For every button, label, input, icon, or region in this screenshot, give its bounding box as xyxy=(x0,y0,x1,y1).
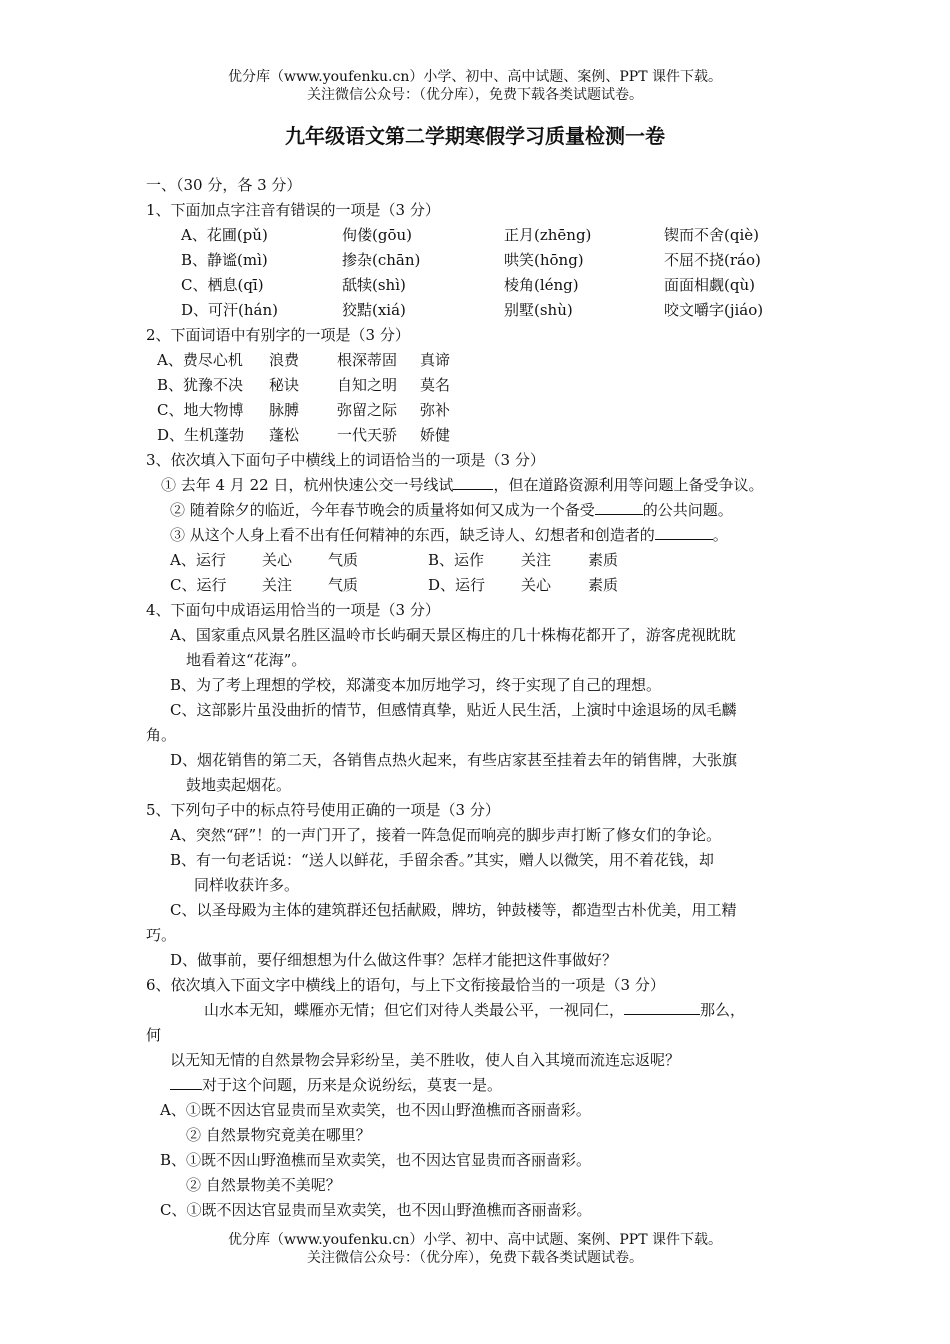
footer-line-2: 关注微信公众号：（优分库），免费下载各类试题试卷。 xyxy=(307,1250,643,1266)
q3-opt-b-1: B、运作 xyxy=(428,551,485,569)
q5-stem: 5、下列句子中的标点符号使用正确的一项是（3 分） xyxy=(146,801,500,819)
q3-s3-text-b: 。 xyxy=(712,526,728,544)
q5-option-c-line2: 巧。 xyxy=(146,926,177,944)
q3-opt-a-3: 气质 xyxy=(328,551,359,569)
q5-option-d: D、做事前，要仔细想想为什么做这件事？怎样才能把这件事做好？ xyxy=(170,951,618,969)
q3-s2-text-a: ② 随着除夕的临近，今年春节晚会的质量将如何又成为一个备受 xyxy=(170,501,595,519)
q2-a-2: 浪费 xyxy=(269,351,300,369)
q6-passage-line2: 以无知无情的自然景物会异彩纷呈，美不胜收，使人自入其境而流连忘返呢？ xyxy=(170,1051,681,1069)
q6-passage-line1 xyxy=(204,999,745,1021)
q2-b-1: B、犹豫不决 xyxy=(157,376,244,394)
q1-c-2: 舐犊(shì) xyxy=(342,276,406,294)
q2-c-2: 脉膊 xyxy=(269,401,300,419)
q6-option-b-line1: B、①既不因山野渔樵而呈欢卖笑，也不因达官显贵而吝丽啬彩。 xyxy=(160,1151,592,1169)
q3-opt-a-1: A、运行 xyxy=(170,551,226,569)
q3-opt-d-1: D、运行 xyxy=(428,576,486,594)
q5-option-b-line2: 同样收获许多。 xyxy=(194,876,300,894)
q2-c-3: 弥留之际 xyxy=(337,401,398,419)
q6-passage-text-b: 那么， xyxy=(700,1001,746,1019)
q2-b-4: 莫名 xyxy=(420,376,451,394)
q1-a-3: 正月(zhēng) xyxy=(504,226,592,244)
q5-option-c-line1: C、以圣母殿为主体的建筑群还包括献殿，牌坊，钟鼓楼等，都造型古朴优美，用工精 xyxy=(170,901,737,919)
q3-opt-c-3: 气质 xyxy=(328,576,359,594)
q5-option-b-line1: B、有一句老话说：“送人以鲜花，手留余香。”其实，赠人以微笑，用不着花钱，却 xyxy=(170,851,714,869)
q3-opt-c-1: C、运行 xyxy=(170,576,227,594)
q3-opt-a-2: 关心 xyxy=(262,551,293,569)
q2-d-1: D、生机蓬勃 xyxy=(157,426,245,444)
q6-stem: 6、依次填入下面文字中横线上的语句，与上下文衔接最恰当的一项是（3 分） xyxy=(146,976,665,994)
q3-sentence-2 xyxy=(170,499,733,521)
page-footer xyxy=(0,1231,950,1267)
q4-option-d-line1: D、烟花销售的第二天，各销售点热火起来，有些店家甚至挂着去年的销售牌，大张旗 xyxy=(170,751,738,769)
q1-d-3: 别墅(shù) xyxy=(504,301,573,319)
q1-a-2: 佝偻(gōu) xyxy=(342,226,412,244)
q3-opt-d-3: 素质 xyxy=(588,576,619,594)
header-line-2: 关注微信公众号：（优分库），免费下载各类试题试卷。 xyxy=(307,87,643,103)
q4-option-a-line2: 地看着这“花海”。 xyxy=(186,651,307,669)
q6-passage-line1-wrap: 何 xyxy=(146,1026,162,1044)
q3-stem: 3、依次填入下面句子中横线上的词语恰当的一项是（3 分） xyxy=(146,451,545,469)
q3-s1-text-b: ，但在道路资源利用等问题上备受争议。 xyxy=(493,476,764,494)
q3-sentence-3 xyxy=(170,524,728,546)
q6-blank-2 xyxy=(170,1074,202,1090)
q2-d-4: 娇健 xyxy=(420,426,451,444)
q2-b-3: 自知之明 xyxy=(337,376,398,394)
q1-a-4: 锲而不舍(qiè) xyxy=(664,226,759,244)
q4-option-c-line1: C、这部影片虽没曲折的情节，但感情真挚，贴近人民生活，上演时中途退场的凤毛麟 xyxy=(170,701,737,719)
q3-opt-c-2: 关注 xyxy=(262,576,293,594)
q1-c-1: C、栖息(qī) xyxy=(181,276,264,294)
q3-opt-b-3: 素质 xyxy=(588,551,619,569)
q2-a-3: 根深蒂固 xyxy=(337,351,398,369)
q1-c-4: 面面相觑(qù) xyxy=(664,276,755,294)
q1-b-2: 掺杂(chān) xyxy=(342,251,421,269)
q1-d-2: 狡黠(xiá) xyxy=(342,301,406,319)
header-line-1: 优分库（www.youfenku.cn）小学、初中、高中试题、案例、PPT 课件下载。 xyxy=(227,69,722,85)
page-title: 九年级语文第二学期寒假学习质量检测一卷 xyxy=(285,124,665,148)
footer-line-1: 优分库（www.youfenku.cn）小学、初中、高中试题、案例、PPT 课件下载。 xyxy=(227,1232,722,1248)
q2-a-1: A、费尽心机 xyxy=(157,351,243,369)
q1-stem: 1、下面加点字注音有错误的一项是（3 分） xyxy=(146,201,440,219)
q6-option-b-line2: ② 自然景物美不美呢？ xyxy=(186,1176,341,1194)
q3-s1-text-a: ① 去年 4 月 22 日，杭州快速公交一号线试 xyxy=(161,476,454,494)
q4-option-a-line1: A、国家重点风景名胜区温岭市长屿硐天景区梅庄的几十株梅花都开了，游客虎视眈眈 xyxy=(170,626,736,644)
page-header xyxy=(0,68,950,104)
q4-option-b: B、为了考上理想的学校，郑潇变本加厉地学习，终于实现了自己的理想。 xyxy=(170,676,662,694)
q6-option-a-line2: ② 自然景物究竟美在哪里？ xyxy=(186,1126,371,1144)
q6-passage-line3 xyxy=(170,1074,502,1096)
q6-passage-text-c: 对于这个问题，历来是众说纷纭，莫衷一是。 xyxy=(202,1076,503,1094)
q2-stem: 2、下面词语中有别字的一项是（3 分） xyxy=(146,326,410,344)
q2-b-2: 秘诀 xyxy=(269,376,300,394)
q4-option-d-line2: 鼓地卖起烟花。 xyxy=(186,776,292,794)
q2-d-3: 一代天骄 xyxy=(337,426,398,444)
q3-sentence-1 xyxy=(161,474,764,496)
q1-b-1: B、静谧(mì) xyxy=(181,251,268,269)
q3-opt-d-2: 关心 xyxy=(521,576,552,594)
q2-a-4: 真谛 xyxy=(420,351,451,369)
q4-option-c-line2: 角。 xyxy=(146,726,177,744)
section-heading: 一、（30 分，各 3 分） xyxy=(146,176,302,194)
q3-blank-3 xyxy=(655,524,713,540)
q3-blank-2 xyxy=(595,499,643,515)
q6-option-c-line1: C、①既不因达官显贵而呈欢卖笑，也不因山野渔樵而吝丽啬彩。 xyxy=(160,1201,592,1219)
q1-d-4: 咬文嚼字(jiáo) xyxy=(664,301,764,319)
q3-opt-b-2: 关注 xyxy=(521,551,552,569)
q6-blank-1 xyxy=(624,999,700,1015)
q3-s2-text-b: 的公共问题。 xyxy=(642,501,733,519)
q1-c-3: 棱角(léng) xyxy=(504,276,579,294)
q6-option-a-line1: A、①既不因达官显贵而呈欢卖笑，也不因山野渔樵而吝丽啬彩。 xyxy=(160,1101,591,1119)
q2-c-4: 弥补 xyxy=(420,401,451,419)
q2-d-2: 蓬松 xyxy=(269,426,300,444)
q3-s3-text-a: ③ 从这个人身上看不出有任何精神的东西，缺乏诗人、幻想者和创造者的 xyxy=(170,526,655,544)
q1-b-3: 哄笑(hōng) xyxy=(504,251,584,269)
q1-b-4: 不屈不挠(ráo) xyxy=(664,251,761,269)
q2-c-1: C、地大物博 xyxy=(157,401,244,419)
q1-a-1: A、花圃(pǔ) xyxy=(181,226,268,244)
q4-stem: 4、下面句中成语运用恰当的一项是（3 分） xyxy=(146,601,440,619)
q6-passage-text-a: 山水本无知，蝶雁亦无情；但它们对待人类最公平，一视同仁， xyxy=(204,1001,625,1019)
q5-option-a: A、突然“砰”！的一声门开了，接着一阵急促而响亮的脚步声打断了修女们的争论。 xyxy=(170,826,722,844)
q1-d-1: D、可汗(hán) xyxy=(181,301,278,319)
q3-blank-1 xyxy=(453,474,493,490)
